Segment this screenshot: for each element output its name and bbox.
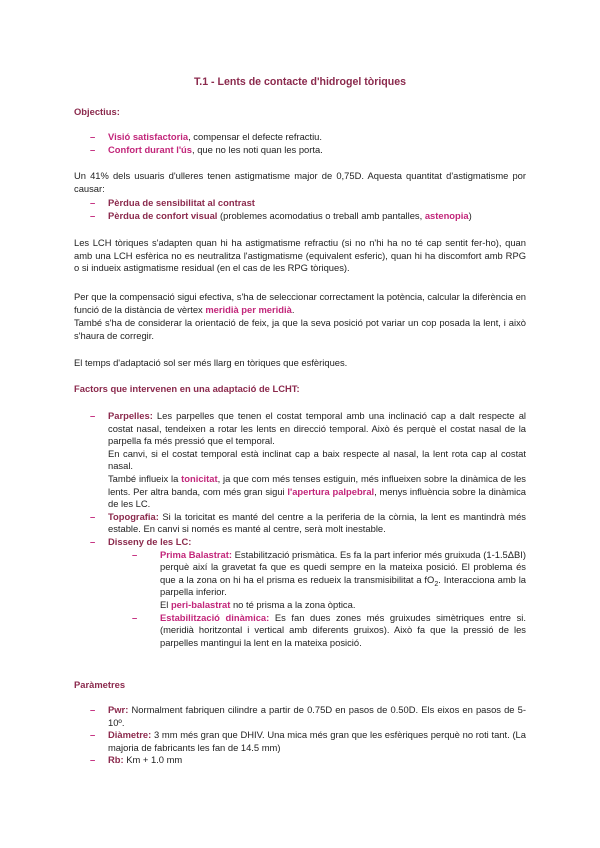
bullet-dash: –	[132, 548, 138, 560]
highlight-meridia: meridià per meridià	[205, 303, 292, 315]
list-term: Estabilització dinàmica:	[160, 611, 270, 623]
list-text: , menys influència sobre la dinàmica de les LC.	[108, 485, 526, 510]
list-term: Pwr:	[108, 704, 129, 715]
list-text: Les parpelles que tenen el costat temporal amb una inclinació cap a dalt respecte al costat nasal, tendeixen a rotar les lents en direcció temporal. Això és perquè el costat nasal de la parpella fa més pressió que el temporal.	[108, 410, 526, 447]
list-text-line	[108, 473, 526, 511]
list-term: Pèrdua de confort visual	[108, 209, 218, 221]
list-text: , compensar el defecte refractiu.	[188, 131, 322, 142]
sublist-item-dinamica	[108, 612, 526, 650]
objectius-list	[74, 131, 526, 156]
highlight-tonicitat: tonicitat	[181, 472, 218, 484]
list-text: Normalment fabriquen cilindre a partir de 0.75D en pasos de 0.50D. Els eixos en pasos de 5-10º.	[108, 704, 526, 728]
sublist-item-prima	[108, 549, 526, 612]
list-item-pwr	[74, 704, 526, 729]
list-term: Disseny de les LC:	[108, 535, 192, 547]
parametres-list	[74, 704, 526, 767]
list-term: Prima Balastrat:	[160, 548, 232, 560]
list-text: 3 mm més gran que DHIV. Una mica més gran que les esfèriques perquè no roti tant. (La majoria de fabricants les fan de 14.5 mm)	[108, 729, 526, 753]
paragraph-lch: Les LCH tòriques s'adapten quan hi ha astigmatisme refractiu (si no n'hi ha no té cap sentit fer-ho), quan amb una LCH esfèrica no es neutralitza l'astigmatisme (equivalent esferic), quan hi ha discomfort amb RPG o si indueix astigmatisme residual (en el cas de les RPG tòriques).	[74, 237, 526, 274]
highlight-apertura: l'apertura palpebral	[287, 485, 375, 497]
list-term: Diàmetre:	[108, 729, 152, 741]
list-item-rb	[74, 754, 526, 767]
list-term: Visió satisfactoria	[108, 131, 189, 142]
list-text: . Interacciona amb la parpella inferior.	[160, 573, 526, 598]
list-item-parpelles	[74, 410, 526, 511]
bullet-dash: –	[90, 704, 96, 715]
list-term: Pèrdua de sensibilitat al contrast	[108, 197, 255, 208]
heading-objectius: Objectius:	[74, 106, 120, 117]
list-item	[74, 197, 526, 210]
list-text-line	[160, 599, 526, 612]
list-text: , ja que com més tenses estiguin, més influeixen sobre la dinàmica de les lents. Per altra banda, com més gran sigui	[108, 472, 526, 497]
paragraph-astigmatisme: Un 41% dels usuaris d'ulleres tenen astigmatisme major de 0,75D. Aquesta quantitat d'astigmatisme por causar:	[74, 170, 526, 194]
list-item-disseny	[74, 536, 526, 549]
list-term: Confort durant l'ús	[108, 143, 192, 155]
list-text: Si la toricitat es manté del centre a la periferia de la còrnia, la lent es mantindrà més estable. En canvi si només es manté al centre, serà molt inestable.	[108, 510, 526, 535]
paragraph-end: .	[291, 303, 295, 315]
heading-parametres: Paràmetres	[74, 679, 126, 690]
paragraph-temps: El temps d'adaptació sol ser més llarg en tòriques que esfèriques.	[74, 357, 348, 368]
list-item-topografia	[74, 511, 526, 536]
paragraph-text: Per que la compensació sigui efectiva, s'ha de seleccionar correctament la potència, calcular la diferència en funció de la distància de vèrtex	[74, 291, 526, 315]
list-text: Estabilització prismàtica. Es fa la part inferior més gruixuda (1-1.5ΔBI) perquè així la gravetat fa que es quedi sempre en la mateixa posició. El problema és que a la zona on hi ha el prisma es redueix la transmisibilitat a fO	[160, 548, 527, 585]
list-item-diametre	[74, 729, 526, 754]
highlight-peri-balastrat: peri-balastrat	[170, 598, 231, 610]
list-text: També influeix la	[108, 472, 182, 484]
list-item	[74, 144, 526, 157]
bullet-dash: –	[90, 510, 96, 522]
list-text-line: En canvi, si el costat temporal està inclinat cap a baix respecte al nasal, la lent rota cap al costat nasal.	[108, 447, 526, 472]
list-text-end: )	[468, 209, 472, 221]
list-text: Km + 1.0 mm	[123, 754, 183, 766]
paragraph-feix: També s'ha de considerar la orientació de feix, ja que la seva posició pot variar un cop posada la lent, i això s'haura de corregir.	[74, 317, 526, 341]
list-text: Es fan dues zones més gruixudes simètriques entre si. (meridià horitzontal i vertical amb diferents gruixos). Això fa que la pressió de les parpelles mantingui la lent en la mateixa posició.	[160, 611, 526, 648]
list-item	[74, 131, 526, 144]
list-text: , que no les noti quan les porta.	[192, 143, 323, 155]
list-term: Topografia:	[108, 510, 159, 522]
list-item	[74, 210, 526, 223]
list-term: Rb:	[108, 754, 124, 766]
subscript: 2	[434, 580, 439, 588]
list-text: El	[160, 598, 171, 610]
bullet-dash: –	[90, 143, 96, 155]
bullet-dash: –	[90, 209, 96, 221]
bullet-dash: –	[90, 131, 96, 142]
list-term: Parpelles:	[108, 410, 153, 421]
bullet-dash: –	[90, 754, 96, 766]
bullet-dash: –	[132, 611, 138, 623]
list-highlight: astenopia	[424, 209, 469, 221]
document-title: T.1 - Lents de contacte d'hidrogel tòriques	[193, 76, 407, 88]
bullet-dash: –	[90, 535, 96, 547]
bullet-dash: –	[90, 197, 96, 208]
paragraph-compensacio	[74, 291, 526, 316]
list-text: (problemes acomodatius o treball amb pantalles,	[217, 209, 425, 221]
causes-list	[74, 197, 526, 222]
bullet-dash: –	[90, 410, 96, 421]
factors-list	[74, 410, 526, 649]
heading-factors: Factors que intervenen en una adaptació de LCHT:	[74, 383, 300, 394]
list-text: no té prisma a la zona òptica.	[230, 598, 356, 610]
bullet-dash: –	[90, 729, 96, 741]
